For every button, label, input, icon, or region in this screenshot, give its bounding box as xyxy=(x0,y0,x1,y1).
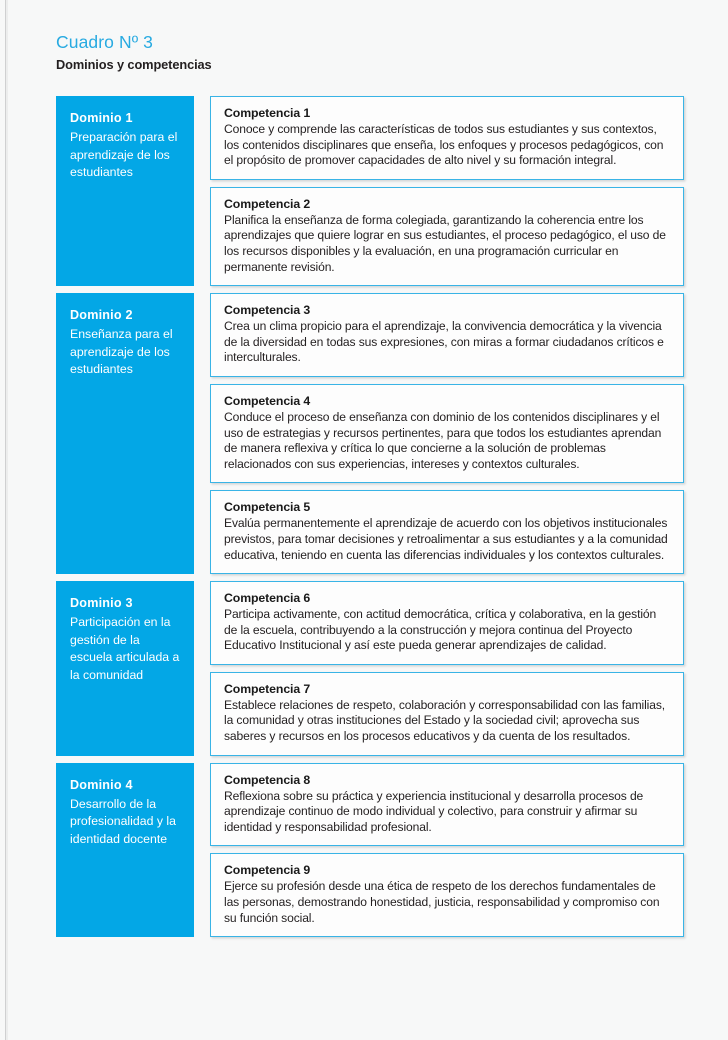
domain-row xyxy=(56,763,684,938)
competency-text: Evalúa permanentemente el aprendizaje de acuerdo con los objetivos institucionales previstos, para tomar decisiones y retroalimentar a sus estudiantes y a la comunidad educativa, teniendo en cuenta las diferencias individuales y los contextos culturales. xyxy=(224,516,668,562)
page-subtitle: Dominios y competencias xyxy=(56,57,212,72)
competency-box xyxy=(210,672,684,756)
competency-text: Participa activamente, con actitud democrática, crítica y colaborativa, en la gestión de la escuela, contribuyendo a la construcción y mejora continua del Proyecto Educativo Institucional y así este pueda generar aprendizajes de calidad. xyxy=(224,607,657,653)
domain-description: Enseñanza para el aprendizaje de los estudiantes xyxy=(70,327,173,377)
competency-title: Competencia 5 xyxy=(224,500,311,515)
domain-cell-4 xyxy=(56,763,194,938)
competency-text: Crea un clima propicio para el aprendizaje, la convivencia democrática y la vivencia de la diversidad en todas sus expresiones, con miras a formar ciudadanos críticos e interculturales. xyxy=(224,319,664,365)
domain-description: Preparación para el aprendizaje de los estudiantes xyxy=(70,130,178,179)
competency-text: Conduce el proceso de enseñanza con dominio de los contenidos disciplinares y el uso de estrategias y recursos pertinentes, para que todos los estudiantes aprendan de manera reflexiva y crítica lo que concierne a la solución de problemas relacionados con sus experiencias, intereses y contextos culturales. xyxy=(224,409,662,471)
competency-stack xyxy=(210,581,684,756)
competency-box xyxy=(210,384,684,483)
competency-text: Ejerce su profesión desde una ética de respeto de los derechos fundamentales de las personas, demostrando honestidad, justicia, responsabilidad y compromiso con su función social. xyxy=(224,879,660,925)
competency-stack xyxy=(210,96,684,286)
domain-row xyxy=(56,581,684,756)
competency-box xyxy=(210,763,684,847)
domain-cell-2 xyxy=(56,293,194,574)
competency-title: Competencia 1 xyxy=(224,106,311,120)
competency-box xyxy=(210,490,684,574)
figure-heading xyxy=(56,32,676,73)
page-title: Cuadro Nº 3 xyxy=(56,32,153,52)
domain-row xyxy=(56,293,684,574)
domain-name: Dominio 4 xyxy=(70,777,133,792)
competency-text: Conoce y comprende las características de todos sus estudiantes y sus contextos, los contenidos disciplinares que enseña, los enfoques y procesos pedagógicos, con el propósito de promover capacidades de alto nivel y su formación integral. xyxy=(224,122,664,168)
domain-cell-1 xyxy=(56,96,194,286)
competency-title: Competencia 4 xyxy=(224,393,311,408)
domain-name: Dominio 1 xyxy=(70,111,133,125)
competency-text: Establece relaciones de respeto, colaboración y corresponsabilidad con las familias, la comunidad y otras instituciones del Estado y la sociedad civil; aprovecha sus saberes y recursos en los procesos educativos y da cuenta de los resultados. xyxy=(224,697,665,744)
competency-title: Competencia 2 xyxy=(224,196,311,211)
domains-competencies-table xyxy=(56,96,684,937)
competency-stack xyxy=(210,293,684,574)
competency-title: Competencia 7 xyxy=(224,681,311,696)
domain-cell-3 xyxy=(56,581,194,756)
domain-name: Dominio 3 xyxy=(70,596,133,611)
competency-box xyxy=(210,581,684,665)
competency-text: Planifica la enseñanza de forma colegiada, garantizando la coherencia entre los aprendizajes que quiere lograr en sus estudiantes, el proceso pedagógico, el uso de los recursos disponibles y la evaluación, en una programación curricular en permanente revisión. xyxy=(224,212,666,274)
competency-title: Competencia 8 xyxy=(224,772,311,787)
domain-name: Dominio 2 xyxy=(70,308,133,323)
competency-box xyxy=(210,853,684,937)
competency-box xyxy=(210,187,684,286)
competency-title: Competencia 6 xyxy=(224,591,311,606)
competency-box xyxy=(210,293,684,377)
competency-title: Competencia 3 xyxy=(224,303,311,318)
domain-description: Desarrollo de la profesionalidad y la identidad docente xyxy=(70,796,176,846)
competency-box xyxy=(210,96,684,180)
competency-stack xyxy=(210,763,684,938)
competency-text: Reflexiona sobre su práctica y experiencia institucional y desarrolla procesos de aprendizaje continuo de modo individual y colectivo, para construir y afirmar su identidad y responsabilidad profesional. xyxy=(224,788,644,834)
competency-title: Competencia 9 xyxy=(224,863,311,878)
domain-description: Participación en la gestión de la escuela articulada a la comunidad xyxy=(70,615,180,682)
domain-row xyxy=(56,96,684,286)
